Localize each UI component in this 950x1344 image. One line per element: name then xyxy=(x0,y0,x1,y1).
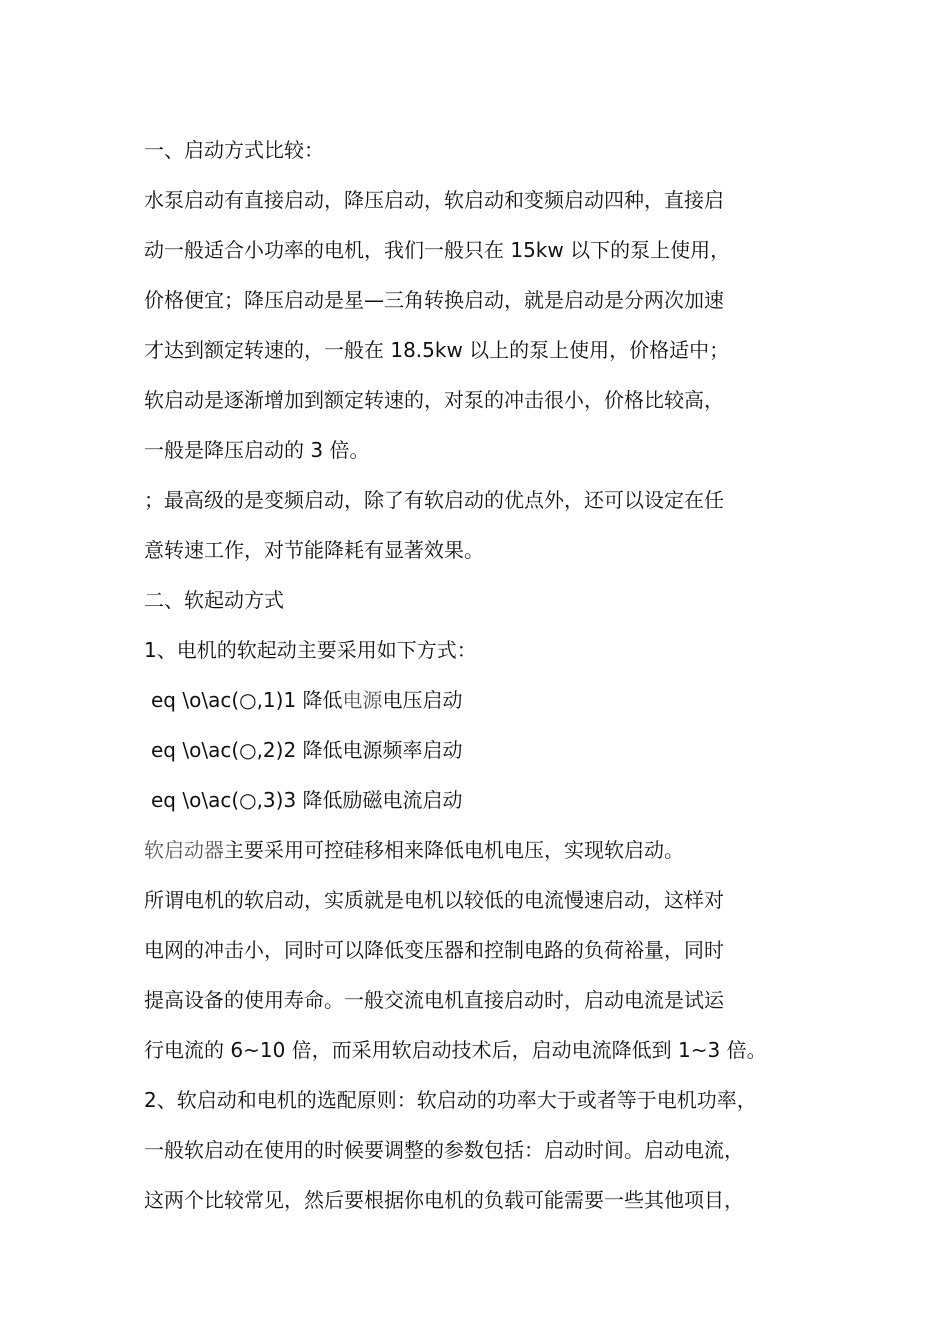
soft-starter-line xyxy=(144,825,834,875)
paragraph-line: 一般是降压启动的 3 倍。 xyxy=(144,438,370,462)
paragraph-line: 所谓电机的软启动，实质就是电机以较低的电流慢速启动，这样对 xyxy=(144,888,724,912)
paragraph-line: 行电流的 6~10 倍，而采用软启动技术后，启动电流降低到 1~3 倍。 xyxy=(144,1038,767,1062)
paragraph-line: 动一般适合小功率的电机，我们一般只在 15kw 以下的泵上使用， xyxy=(144,238,731,262)
list-intro: 1、电机的软起动主要采用如下方式： xyxy=(144,638,477,662)
eq-line-1-suffix: 电压启动 xyxy=(382,688,463,712)
power-source-link[interactable]: 电源 xyxy=(342,688,383,712)
paragraph-line: 电网的冲击小，同时可以降低变压器和控制电路的负荷裕量，同时 xyxy=(144,938,724,962)
paragraph-line: 水泵启动有直接启动，降压启动，软启动和变频启动四种，直接启 xyxy=(144,188,724,212)
paragraph-line: 价格便宜；降压启动是星—三角转换启动，就是启动是分两次加速 xyxy=(144,288,724,312)
eq-line-1-prefix: eq \o\ac(○,1)1 降低 xyxy=(151,688,343,712)
eq-line-3: eq \o\ac(○,3)3 降低励磁电流启动 xyxy=(151,788,463,812)
document-body xyxy=(144,125,834,1225)
paragraph-line: 提高设备的使用寿命。一般交流电机直接启动时，启动电流是试运 xyxy=(144,988,724,1012)
heading-soft-start-methods: 二、软起动方式 xyxy=(144,588,284,612)
paragraph-line: 2、软启动和电机的选配原则：软启动的功率大于或者等于电机功率， xyxy=(144,1088,757,1112)
paragraph-line: ；最高级的是变频启动，除了有软启动的优点外，还可以设定在任 xyxy=(144,488,724,512)
eq-line-2: eq \o\ac(○,2)2 降低电源频率启动 xyxy=(151,738,463,762)
eq-line-1 xyxy=(144,675,834,725)
soft-starter-link[interactable]: 软启动器 xyxy=(144,838,224,862)
paragraph-line: 软启动是逐渐增加到额定转速的，对泵的冲击很小，价格比较高， xyxy=(144,388,724,412)
paragraph-line: 才达到额定转速的，一般在 18.5kw 以上的泵上使用，价格适中； xyxy=(144,338,730,362)
paragraph-line: 这两个比较常见，然后要根据你电机的负载可能需要一些其他项目， xyxy=(144,1188,744,1212)
paragraph-line: 意转速工作，对节能降耗有显著效果。 xyxy=(144,538,484,562)
soft-starter-rest: 主要采用可控硅移相来降低电机电压，实现软启动。 xyxy=(224,838,684,862)
heading-startup-comparison: 一、启动方式比较： xyxy=(144,138,324,162)
paragraph-line: 一般软启动在使用的时候要调整的参数包括：启动时间。启动电流， xyxy=(144,1138,744,1162)
